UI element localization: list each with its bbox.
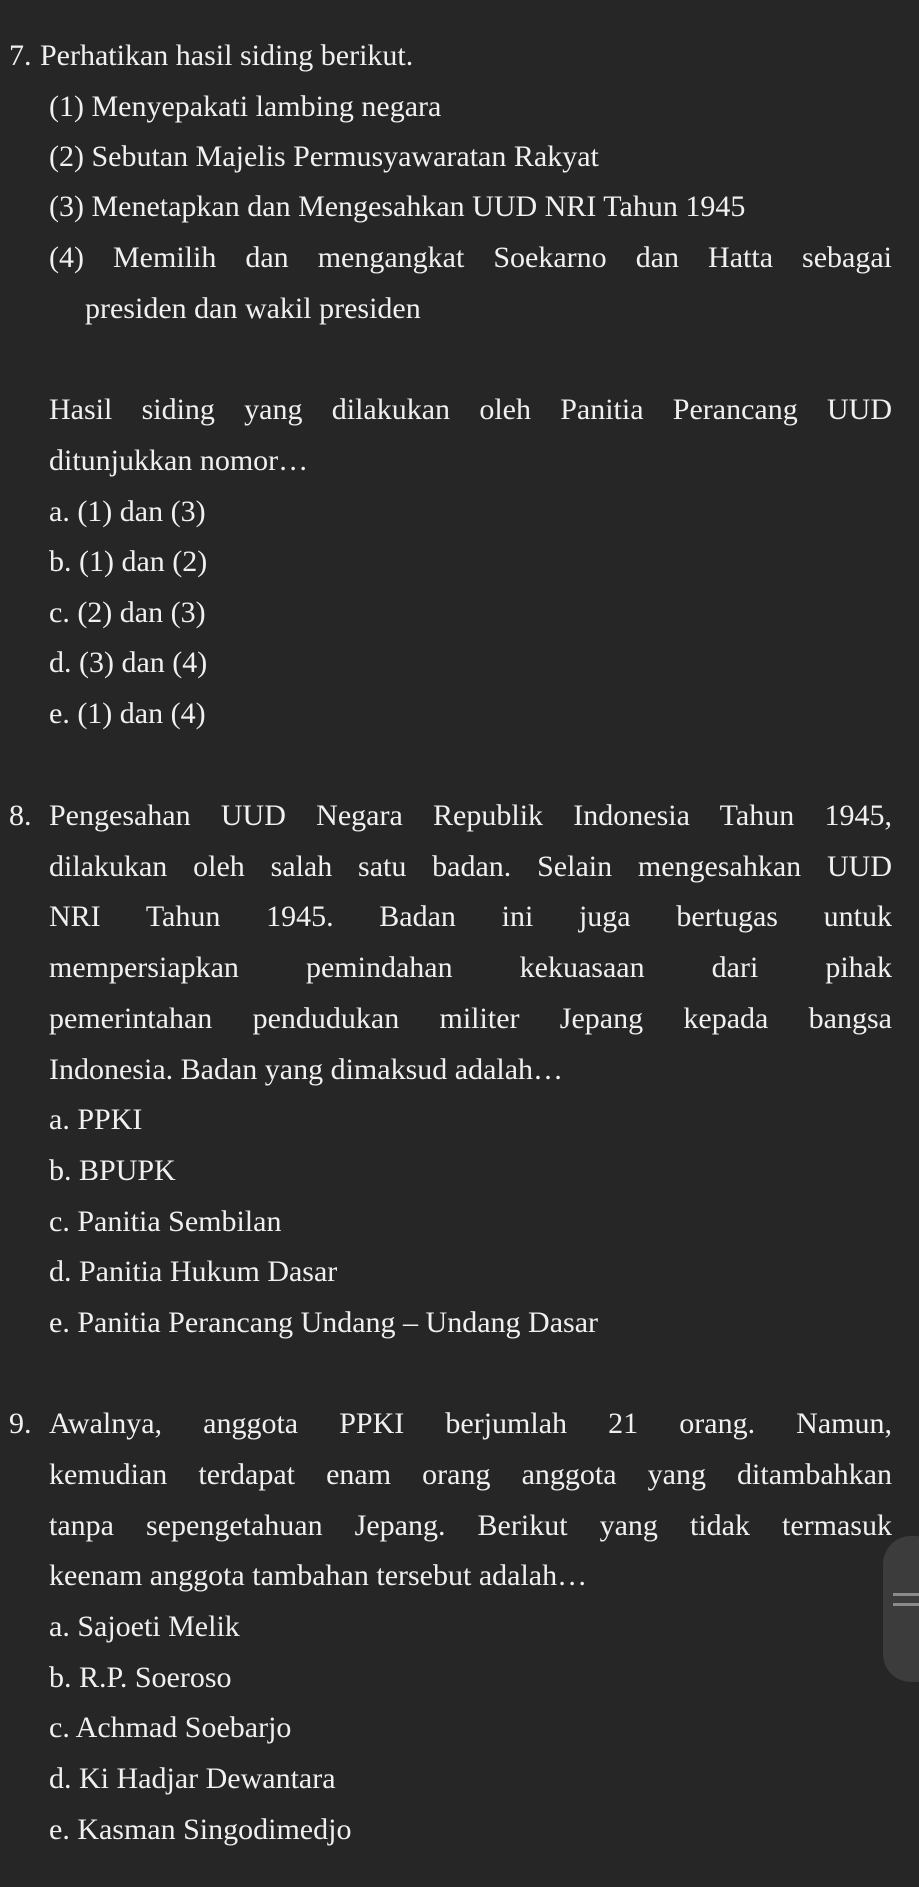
question-text: mempersiapkan pemindahan kekuasaan dari pihak: [49, 951, 892, 984]
scroll-handle[interactable]: [883, 1536, 919, 1682]
statement-item: (1) Menyepakati lambing negara: [49, 90, 442, 123]
answer-option[interactable]: c. Achmad Soebarjo: [49, 1711, 292, 1744]
question-text: Indonesia. Badan yang dimaksud adalah…: [49, 1053, 564, 1086]
statement-item-continuation: presiden dan wakil presiden: [85, 292, 421, 325]
question-number: 7.: [9, 39, 32, 72]
question-number: 9.: [9, 1407, 32, 1440]
question-text: ditunjukkan nomor…: [49, 444, 309, 477]
grip-line-icon: [893, 1593, 919, 1596]
question-stem: Perhatikan hasil siding berikut.: [40, 39, 414, 72]
statement-item: (3) Menetapkan dan Mengesahkan UUD NRI Tahun 1945: [49, 190, 746, 223]
answer-option[interactable]: e. (1) dan (4): [49, 697, 206, 730]
answer-option[interactable]: c. Panitia Sembilan: [49, 1205, 282, 1238]
answer-option[interactable]: d. (3) dan (4): [49, 646, 208, 679]
answer-option[interactable]: b. BPUPK: [49, 1154, 176, 1187]
answer-option[interactable]: b. (1) dan (2): [49, 545, 208, 578]
answer-option[interactable]: a. PPKI: [49, 1103, 143, 1136]
statement-item: (4) Memilih dan mengangkat Soekarno dan Hatta sebagai: [49, 241, 892, 274]
question-text: tanpa sepengetahuan Jepang. Berikut yang tidak termasuk: [49, 1509, 892, 1542]
answer-option[interactable]: a. (1) dan (3): [49, 495, 206, 528]
answer-option[interactable]: e. Kasman Singodimedjo: [49, 1813, 352, 1846]
answer-option[interactable]: c. (2) dan (3): [49, 596, 206, 629]
question-text: Awalnya, anggota PPKI berjumlah 21 orang. Namun,: [49, 1407, 892, 1440]
question-text: pemerintahan pendudukan militer Jepang kepada bangsa: [49, 1002, 892, 1035]
grip-line-icon: [893, 1603, 919, 1606]
answer-option[interactable]: d. Ki Hadjar Dewantara: [49, 1762, 336, 1795]
question-text: keenam anggota tambahan tersebut adalah…: [49, 1559, 588, 1592]
answer-option[interactable]: b. R.P. Soeroso: [49, 1661, 232, 1694]
question-text: dilakukan oleh salah satu badan. Selain mengesahkan UUD: [49, 850, 892, 883]
question-text: NRI Tahun 1945. Badan ini juga bertugas untuk: [49, 900, 892, 933]
question-text: Pengesahan UUD Negara Republik Indonesia Tahun 1945,: [49, 799, 892, 832]
answer-option[interactable]: a. Sajoeti Melik: [49, 1610, 240, 1643]
question-text: kemudian terdapat enam orang anggota yang ditambahkan: [49, 1458, 892, 1491]
answer-option[interactable]: e. Panitia Perancang Undang – Undang Dasar: [49, 1306, 598, 1339]
question-number: 8.: [9, 799, 32, 832]
answer-option[interactable]: d. Panitia Hukum Dasar: [49, 1255, 338, 1288]
statement-item: (2) Sebutan Majelis Permusyawaratan Rakyat: [49, 140, 599, 173]
question-text: Hasil siding yang dilakukan oleh Panitia Perancang UUD: [49, 393, 892, 426]
